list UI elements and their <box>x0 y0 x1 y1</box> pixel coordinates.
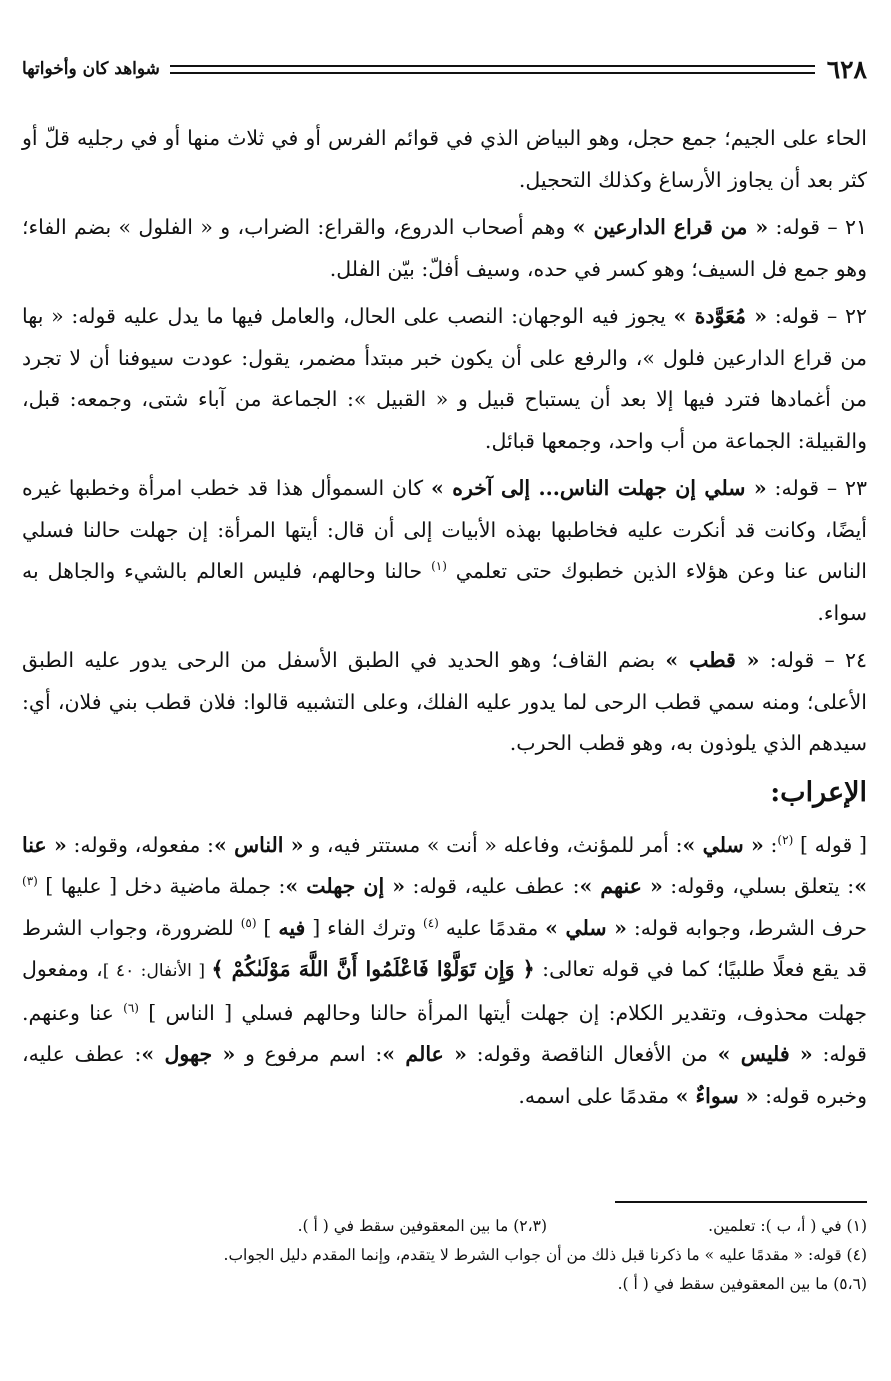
term: « عنا » <box>22 832 867 898</box>
term: « فليس » <box>717 1042 813 1066</box>
footnote-4: (٤) قوله: « مقدمًا عليه » ما ذكرنا قبل ذلك من أن جواب الشرط لا يتقدم، وإنما المقدم دليل الجواب. <box>223 1246 867 1264</box>
entry-number: ٢١ – قوله: <box>768 215 867 239</box>
header-double-rule <box>170 65 815 74</box>
text-run: وترك الفاء [ <box>305 915 424 940</box>
paragraph-22 <box>22 296 867 462</box>
term: « إن جهلت » <box>285 874 406 898</box>
text-run: حرف الشرط، وجوابه قوله: <box>626 915 868 940</box>
running-header <box>22 52 867 86</box>
term: « سواءٌ » <box>675 1083 759 1108</box>
term: « سلي » <box>682 832 764 857</box>
text-run: : عطف عليه، قوله: <box>405 874 580 898</box>
main-text <box>22 118 867 1123</box>
text-run: : مفعوله، وقوله: <box>66 832 214 857</box>
entry-number: ٢٤ – قوله: <box>759 648 867 672</box>
paragraph-21 <box>22 207 867 290</box>
entry-term: « قطب » <box>665 648 760 672</box>
paragraph-text: وهم أصحاب الدروع، والقراع: الضراب، و « الفلول » بضم الفاء؛ وهو جمع فل السيف؛ وهو كسر في حده، وسيف أفلّ: بيّن الفلل. <box>22 215 867 281</box>
entry-number: ٢٢ – قوله: <box>767 304 867 328</box>
text-run: : يتعلق بسلي، وقوله: <box>662 874 855 898</box>
footnote-1: (١) في ( أ، ب ): تعلمين. <box>708 1217 867 1235</box>
footnote-5-6: (٥،٦) ما بين المعقوفين سقط في ( أ ). <box>617 1275 867 1293</box>
term: « عنهم » <box>579 874 663 898</box>
text-run: : أمر للمؤنث، وفاعله « أنت » مستتر فيه، و <box>303 832 683 857</box>
quran-reference: [ الأنفال: ٤٠ ] <box>102 961 212 981</box>
text-run: مقدمًا على اسمه. <box>518 1083 676 1108</box>
paragraph-24 <box>22 640 867 765</box>
entry-term: « مُعَوَّدة » <box>673 304 768 328</box>
text-run: : <box>763 832 778 857</box>
section-heading: الإعراب: <box>770 776 867 808</box>
running-title: شواهد كان وأخواتها <box>22 59 160 79</box>
footnote-ref: (٥) <box>240 915 257 930</box>
text-run: عنا وعنهم. قوله: <box>22 1000 867 1066</box>
term: « سلي » <box>545 915 627 940</box>
paragraph-text: يجوز فيه الوجهان: النصب على الحال، والعامل فيها ما يدل عليه قوله: « بها من قراع الدارعين فلول »، والرفع على أن يكون خبر مبتدأ مضمر، يقول: عودت سيوفنا أن لا تجرد من أغمادها فترد فيها إلا بعد أن يستباح قبيل و « القبيل »: الجماعة من آباء شتى، وجمعه: قبل، والقبيلة: الجماعة من أب واحد، وجمعها قبائل. <box>22 304 867 453</box>
paragraph-text: كان السموأل هذا قد خطب امرأة وخطبها غيره أيضًا، وكانت قد أنكرت عليه فخاطبها بهذه الأبيات إلى أن قال: أيتها المرأة: إن جهلت حالنا فسلي الناس عنا وعن هؤلاء الذين خطبوك حتى تعلمي <box>22 476 867 583</box>
footnote-2-3: (٢،٣) ما بين المعقوفين سقط في ( أ ). <box>297 1217 547 1235</box>
text-run: ، ومفعول جهلت محذوف، وتقدير الكلام: إن جهلت أيتها المرأة حالنا وحالهم فسلي [ الناس ] <box>22 957 867 1025</box>
paragraph-text: الحاء على الجيم؛ جمع حجل، وهو البياض الذي في قوائم الفرس أو في ثلاث منها أو في رجليه قلّ أو كثر بعد أن يجاوز الأرساغ وكذلك التحجيل. <box>22 126 867 192</box>
irab-paragraph <box>22 825 867 1118</box>
text-run: : عطف عليه، وخبره قوله: <box>22 1042 867 1108</box>
text-run: من الأفعال الناقصة وقوله: <box>466 1042 718 1066</box>
term: فيه <box>278 915 306 940</box>
entry-term: « من قراع الدارعين » <box>572 215 769 239</box>
term: « عالم » <box>382 1042 467 1066</box>
term: « الناس » <box>213 832 304 857</box>
text-run: : اسم مرفوع و <box>235 1042 383 1066</box>
footnote-ref: (٦) <box>123 1000 139 1015</box>
entry-term: « سلي إن جهلت الناس... إلى آخره » <box>430 476 767 500</box>
entry-number: ٢٣ – قوله: <box>766 476 867 500</box>
paragraph <box>22 118 867 201</box>
footnote-row <box>22 1212 867 1241</box>
footnote-ref: (٢) <box>777 832 794 847</box>
quran-quote: ﴿ وَإِن تَوَلَّوْا فَاعْلَمُوا أَنَّ اللَّهَ مَوْلَىٰكُمْ ﴾ <box>211 957 535 981</box>
paragraph-text: بضم القاف؛ وهو الحديد في الطبق الأسفل من الرحى يدور عليه الطبق الأعلى؛ ومنه سمي قطب الرحى لما يدور عليه الفلك، وعلى التشبيه قالوا: فلان قطب بني فلان، أي: سيدهم الذي يلوذون به، وهو قطب الحرب. <box>22 648 867 755</box>
text-run: للضرورة، وجواب الشرط قد يقع فعلًا طلبيًا؛ كما في قوله تعالى: <box>22 915 867 981</box>
term: « جهول » <box>141 1042 236 1066</box>
text-run: ] <box>256 915 279 940</box>
footnote-ref: (١) <box>431 559 447 574</box>
footnote-separator <box>615 1201 867 1203</box>
text-run: [ قوله ] <box>793 832 867 857</box>
text-run: : جملة ماضية دخل [ عليها ] <box>37 874 286 898</box>
paragraph-23 <box>22 468 867 634</box>
paragraph-text: حالنا وحالهم، فليس العالم بالشيء والجاهل به سواء. <box>22 559 867 625</box>
footnotes <box>22 1212 867 1299</box>
footnote-ref: (٤) <box>423 915 439 930</box>
text-run: مقدمًا عليه <box>438 915 546 940</box>
footnote-ref: (٣) <box>22 874 38 889</box>
page-number: ٦٢٨ <box>826 54 867 84</box>
